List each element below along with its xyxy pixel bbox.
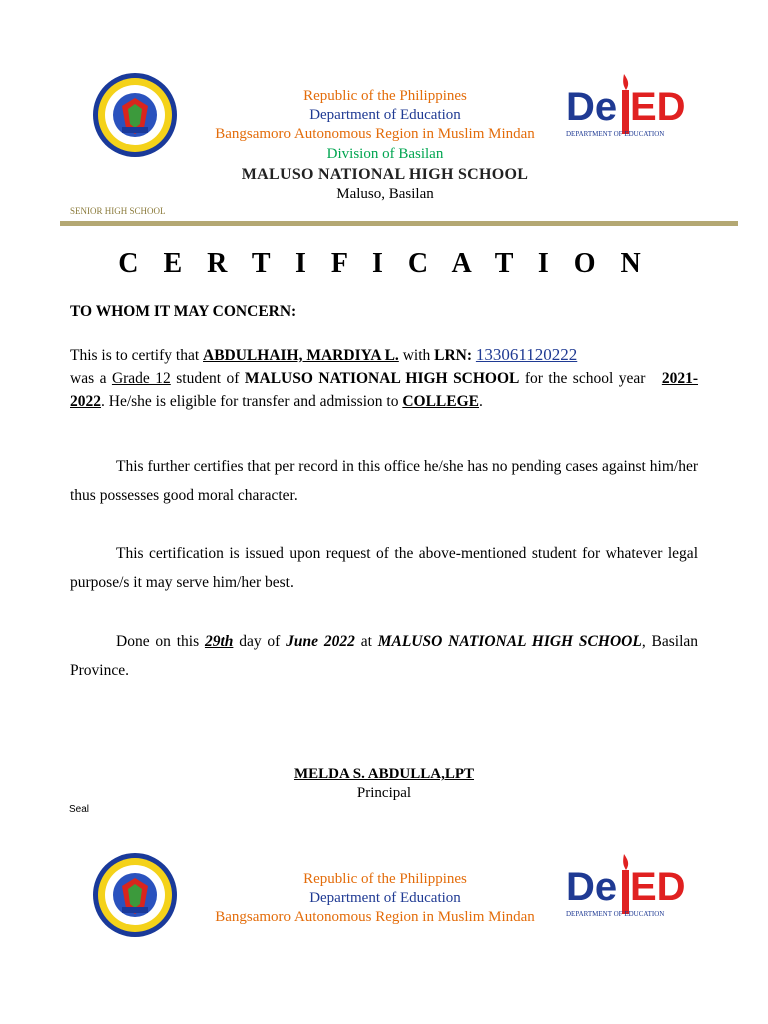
svg-text:ED: ED (630, 85, 686, 129)
salutation: TO WHOM IT MAY CONCERN: (70, 303, 297, 320)
senior-high-school-label: SENIOR HIGH SCHOOL (70, 206, 166, 216)
signatory-title: Principal (356, 785, 412, 801)
lrn-value: 133061120222 (475, 345, 578, 364)
signatory-name: MELDA S. ABDULLA,LPT (293, 766, 475, 782)
seal-label: Seal (69, 804, 90, 815)
footer-school-seal-logo (92, 852, 178, 938)
svg-text:De: De (566, 865, 618, 909)
paragraph-purpose: This certification is issued upon request of the above-mentioned student for whatever legal purpose/s it may serve him/her best. (70, 545, 698, 591)
svg-text:DEPARTMENT OF EDUCATION: DEPARTMENT OF EDUCATION (566, 130, 665, 138)
admission-level: COLLEGE (402, 393, 479, 410)
school-year: 2021-2022 (70, 370, 699, 410)
paragraph-good-moral: This further certifies that per record in this office he/she has no pending cases against him/her thus possesses good moral character. (70, 458, 698, 504)
issue-day: 29th (204, 633, 234, 650)
school-seal-logo (92, 72, 178, 158)
svg-text:DEPARTMENT OF EDUCATION: DEPARTMENT OF EDUCATION (566, 910, 665, 918)
header-region: Bangsamoro Autonomous Region in Muslim Mindan (215, 126, 535, 142)
header-republic: Republic of the Philippines (303, 88, 467, 104)
deped-logo (566, 72, 686, 140)
header-department: Department of Education (309, 107, 461, 123)
issue-place: MALUSO NATIONAL HIGH SCHOOL (377, 633, 642, 650)
footer-republic: Republic of the Philippines (303, 871, 467, 887)
footer-deped-logo (566, 852, 686, 920)
header-division: Division of Basilan (326, 146, 444, 162)
paragraph-certify: This is to certify that ABDULHAIH, MARDIYA L. with LRN: 133061120222 was a Grade 12 student of MALUSO NATIONAL HIGH SCHOOL for the school year 2021-2022. He/she is eligible for transfer and admission to COLLEGE. (70, 345, 699, 410)
footer-department: Department of Education (309, 890, 461, 906)
header-divider (60, 221, 738, 226)
header-school-name: MALUSO NATIONAL HIGH SCHOOL (241, 166, 529, 183)
document-title: C E R T I F I C A T I O N (118, 248, 650, 279)
student-name: ABDULHAIH, MARDIYA L. (203, 347, 399, 364)
svg-text:De: De (566, 85, 618, 129)
header-address: Maluso, Basilan (336, 186, 434, 202)
footer-region: Bangsamoro Autonomous Region in Muslim Mindan (215, 909, 535, 925)
svg-text:ED: ED (630, 865, 686, 909)
issue-month: June 2022 (286, 633, 355, 650)
paragraph-done-on: Done on this 29th day of June 2022 at MALUSO NATIONAL HIGH SCHOOL, Basilan Province. (70, 633, 699, 679)
grade-level: Grade 12 (111, 370, 171, 387)
